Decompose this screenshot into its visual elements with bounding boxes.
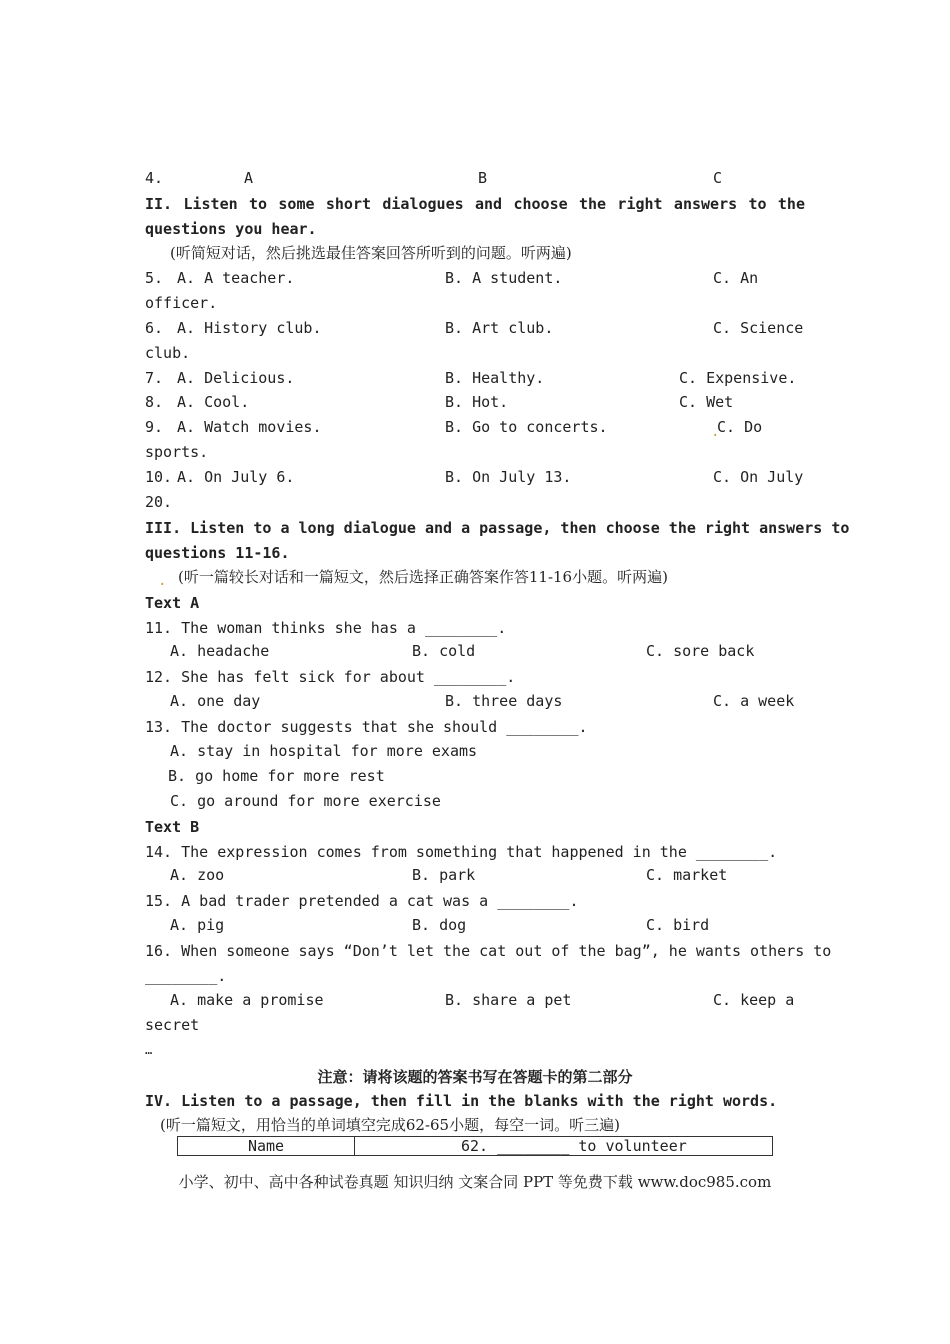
table-row	[178, 1137, 773, 1156]
q5-option-b: B. A student.	[445, 269, 563, 287]
stray-mark: .	[158, 573, 167, 589]
q15-option-a: A. pig	[170, 916, 225, 934]
q11-option-b: B. cold	[412, 642, 476, 660]
q14-stem: 14. The expression comes from something that happened in the ________.	[145, 843, 778, 861]
q7-option-a: A. Delicious.	[177, 369, 295, 387]
footer-text: 小学、初中、高中各种试卷真题 知识归纳 文案合同 PPT 等免费下载 www.doc985.com	[178, 1173, 772, 1191]
q4-option-a: A	[244, 169, 254, 187]
q8-option-a: A. Cool.	[177, 393, 250, 411]
q10-option-a: A. On July 6.	[177, 468, 295, 486]
q11-option-c: C. sore back	[646, 642, 755, 660]
q12-stem: 12. She has felt sick for about ________.	[145, 668, 516, 686]
q7-option-b: B. Healthy.	[445, 369, 545, 387]
q16-option-b: B. share a pet	[445, 991, 572, 1009]
q9-option-c: C. Do	[717, 418, 763, 436]
q5-option-c-cont: officer.	[145, 294, 218, 312]
q12-option-c: C. a week	[713, 692, 795, 710]
q8-option-c: C. Wet	[679, 393, 734, 411]
q15-stem: 15. A bad trader pretended a cat was a ________.	[145, 892, 579, 910]
text-b-heading: Text B	[145, 818, 200, 836]
q16-stem: 16. When someone says “Don’t let the cat out of the bag”, he wants others to	[145, 942, 832, 960]
section4-instruction: (听一篇短文，用恰当的单词填空完成62-65小题，每空一词。听三遍)	[160, 1116, 620, 1134]
q13-option-b: B. go home for more rest	[168, 767, 385, 785]
text-a-heading: Text A	[145, 594, 200, 612]
q9-option-c-cont: sports.	[145, 443, 209, 461]
q7-number: 7.	[145, 369, 164, 387]
q11-option-a: A. headache	[170, 642, 270, 660]
q10-number: 10.	[145, 468, 173, 486]
q16-option-a: A. make a promise	[170, 991, 324, 1009]
q6-number: 6.	[145, 319, 164, 337]
table-cell-62: 62. ________ to volunteer	[355, 1137, 773, 1156]
q13-option-a: A. stay in hospital for more exams	[170, 742, 478, 760]
answer-table	[177, 1136, 773, 1156]
table-header-name: Name	[178, 1137, 355, 1156]
q14-option-a: A. zoo	[170, 866, 225, 884]
q12-option-b: B. three days	[445, 692, 563, 710]
q12-option-a: A. one day	[170, 692, 261, 710]
q8-number: 8.	[145, 393, 164, 411]
q16-option-c-cont: secret	[145, 1016, 200, 1034]
section3-title-line2: questions 11-16.	[145, 544, 290, 562]
q9-option-a: A. Watch movies.	[177, 418, 322, 436]
q6-option-c: C. Science	[713, 319, 804, 337]
q10-option-c: C. On July	[713, 468, 804, 486]
q9-option-b: B. Go to concerts.	[445, 418, 608, 436]
q6-option-b: B. Art club.	[445, 319, 554, 337]
q15-option-b: B. dog	[412, 916, 467, 934]
section4-title: IV. Listen to a passage, then fill in the blanks with the right words.	[145, 1092, 778, 1110]
q7-option-c: C. Expensive.	[679, 369, 797, 387]
q4-option-c: C	[713, 169, 723, 187]
q5-option-a: A. A teacher.	[177, 269, 295, 287]
q14-option-b: B. park	[412, 866, 476, 884]
ellipsis-mark: …	[145, 1043, 153, 1057]
q5-number: 5.	[145, 269, 164, 287]
q11-stem: 11. The woman thinks she has a ________.	[145, 619, 507, 637]
section2-title-line2: questions you hear.	[145, 220, 317, 238]
q6-option-c-cont: club.	[145, 344, 191, 362]
q9-number: 9.	[145, 418, 164, 436]
q13-stem: 13. The doctor suggests that she should ________.	[145, 718, 588, 736]
q8-option-b: B. Hot.	[445, 393, 509, 411]
q10-option-c-cont: 20.	[145, 493, 173, 511]
section3-title-line1: III. Listen to a long dialogue and a passage, then choose the right answers to	[145, 519, 850, 537]
q14-option-c: C. market	[646, 866, 728, 884]
section3-instruction: (听一篇较长对话和一篇短文，然后选择正确答案作答11-16小题。听两遍)	[178, 568, 668, 586]
notice-text: 注意：请将该题的答案书写在答题卡的第二部分	[317, 1068, 633, 1086]
q16-option-c: C. keep a	[713, 991, 795, 1009]
stray-mark: .	[711, 424, 720, 440]
q4-option-b: B	[478, 169, 488, 187]
q4-number: 4.	[145, 169, 164, 187]
q13-option-c: C. go around for more exercise	[170, 792, 441, 810]
q6-option-a: A. History club.	[177, 319, 322, 337]
q10-option-b: B. On July 13.	[445, 468, 572, 486]
q5-option-c: C. An	[713, 269, 759, 287]
q16-stem-cont: ________.	[145, 967, 227, 985]
q15-option-c: C. bird	[646, 916, 710, 934]
section2-title-line1: II. Listen to some short dialogues and choose the right answers to the	[145, 195, 805, 213]
section2-instruction: (听简短对话，然后挑选最佳答案回答所听到的问题。听两遍)	[170, 244, 572, 262]
